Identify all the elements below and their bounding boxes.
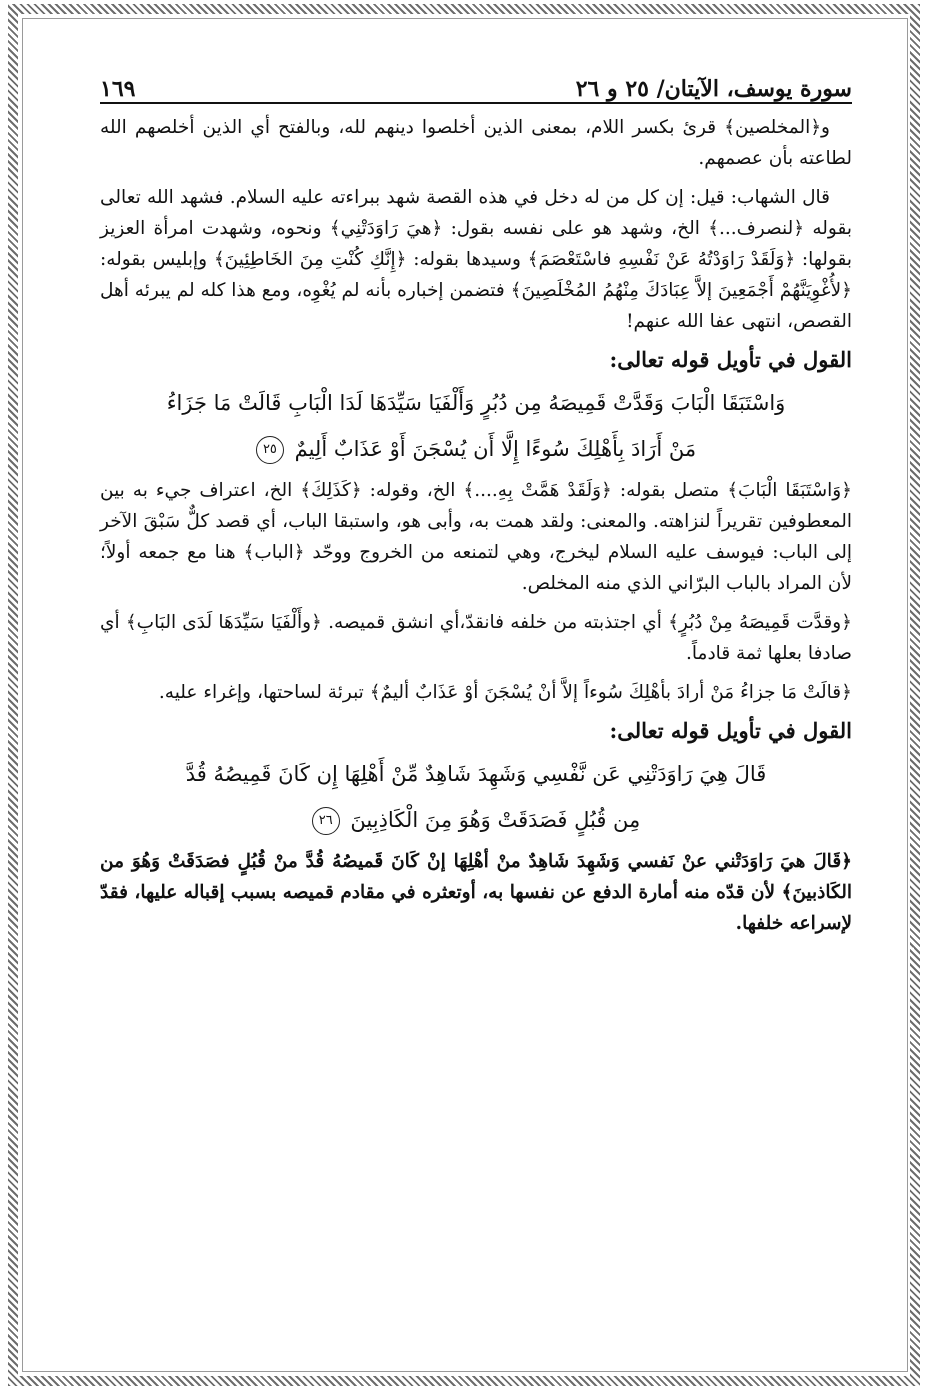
page-header	[100, 62, 852, 104]
commentary-paragraph-rawadatni: ﴿قَالَ هيَ رَاوَدَتْني عنْ نَفسي وَشَهِدَ شَاهِدٌ منْ أهْلِهَا إنْ كَانَ قَميصُهُ قُدَّ منْ قُبُلٍ فصَدَقَتْ وَهُوَ من الكَاذبينَ﴾ لأن قدّه منه أمارة الدفع عن نفسها به، أوتعثره في مقادم قميصه بسبب إقباله عليها، فقدّ لإسراعه خلفها.	[100, 851, 852, 934]
section-heading-verse-26: القول في تأويل قوله تعالى:	[609, 718, 852, 743]
commentary-paragraph-mukhlasin: و﴿المخلصين﴾ قرئ بكسر اللام، بمعنى الذين أخلصوا دينهم لله، وبالفتح أي الذين أخلصهم الله لطاعته بأن عصمهم.	[100, 117, 852, 169]
page-content	[100, 62, 852, 947]
verse-25-text-line-1: وَاسْتَبَقَا الْبَابَ وَقَدَّتْ قَمِيصَهُ مِن دُبُرٍ وَأَلْفَيَا سَيِّدَهَا لَدَا الْبَابِ قَالَتْ مَا جَزَاءُ	[166, 391, 786, 415]
verse-25-text-line-2: مَنْ أَرَادَ بِأَهْلِكَ سُوءًا إِلَّا أَن يُسْجَنَ أَوْ عَذَابٌ أَلِيمٌ	[294, 437, 697, 461]
commentary-paragraph-istabaqa: ﴿وَاسْتَبَقَا الْبَابَ﴾ متصل بقوله: ﴿وَلَقَدْ هَمَّتْ بِهِ....﴾ الخ، وقوله: ﴿كَذَلِكَ﴾ الخ، اعتراف جيء به بين المعطوفين تقريراً لنزاهته. والمعنى: ولقد همت به، وأبى هو، واستبقا الباب، أي قصد كلٌّ سَبْقَ الآخر إلى الباب: فيوسف عليه السلام ليخرج، وهي لتمنعه من الخروج ووحّد ﴿الباب﴾ هنا مع جمعه أولاً؛ لأن المراد بالباب البرّاني الذي منه المخلص.	[100, 480, 852, 594]
page-number: ١٦٩	[100, 76, 136, 102]
running-head-title: سورة يوسف، الآيتان/ ٢٥ و ٢٦	[575, 76, 852, 102]
quran-verse-26-line-2	[100, 800, 852, 840]
verse-26-text-line-1: قَالَ هِيَ رَاوَدَتْنِي عَن نَّفْسِي وَشَهِدَ شَاهِدٌ مِّنْ أَهْلِهَا إِن كَانَ قَمِيصُهُ قُدَّ	[185, 762, 767, 786]
quran-verse-26-line-1	[100, 754, 852, 794]
verse-26-text-line-2: مِن قُبُلٍ فَصَدَقَتْ وَهُوَ مِنَ الْكَاذِبِينَ	[350, 808, 641, 832]
section-heading-verse-25: القول في تأويل قوله تعالى:	[609, 347, 852, 372]
verse-number-marker: ٢٥	[256, 436, 284, 464]
verse-number-marker: ٢٦	[312, 807, 340, 835]
commentary-paragraph-qaddat: ﴿وقدَّت قَمِيصَهُ مِنْ دُبُرٍ﴾ أي اجتذبته من خلفه فانقدّ،أي انشق قميصه. ﴿وأَلْفَيَا سَيِّدَهَا لَدَى البَابِ﴾ أي صادفا بعلها ثمة قادماً.	[100, 612, 852, 664]
quran-verse-25-line-1	[100, 383, 852, 423]
commentary-paragraph-jazaa: ﴿قالَتْ مَا جزاءُ مَنْ أرادَ بأهْلِكَ سُوءاً إلاَّ أنْ يُسْجَنَ أوْ عَذَابٌ أليمٌ﴾ تبرئة لساحتها، وإغراء عليه.	[158, 682, 852, 703]
quran-verse-25-line-2	[100, 429, 852, 469]
commentary-paragraph-shihab: قال الشهاب: قيل: إن كل من له دخل في هذه القصة شهد ببراءته عليه السلام. فشهد الله تعالى بقوله ﴿لنصرف...﴾ الخ، وشهد هو على نفسه بقول: ﴿هيَ رَاوَدَتْنِي﴾ ونحوه، وشهدت امرأة العزيز بقولها: ﴿وَلَقَدْ رَاوَدْتُهُ عَنْ نَفْسِهِ فاسْتَعْصَمَ﴾ وسيدها بقوله: ﴿إِنَّكِ كُنْتِ مِنَ الخَاطِئِينَ﴾ وإبليس بقوله: ﴿لأُغْوِيَنَّهُمْ أَجْمَعِينَ إلاَّ عِبَادَكَ مِنْهُمُ المُخْلَصِينَ﴾ فتضمن إخباره بأنه لم يُغْوِه، ومع هذا كله لم يبرئه أهل القصص، انتهى عفا الله عنهم!	[100, 187, 852, 332]
